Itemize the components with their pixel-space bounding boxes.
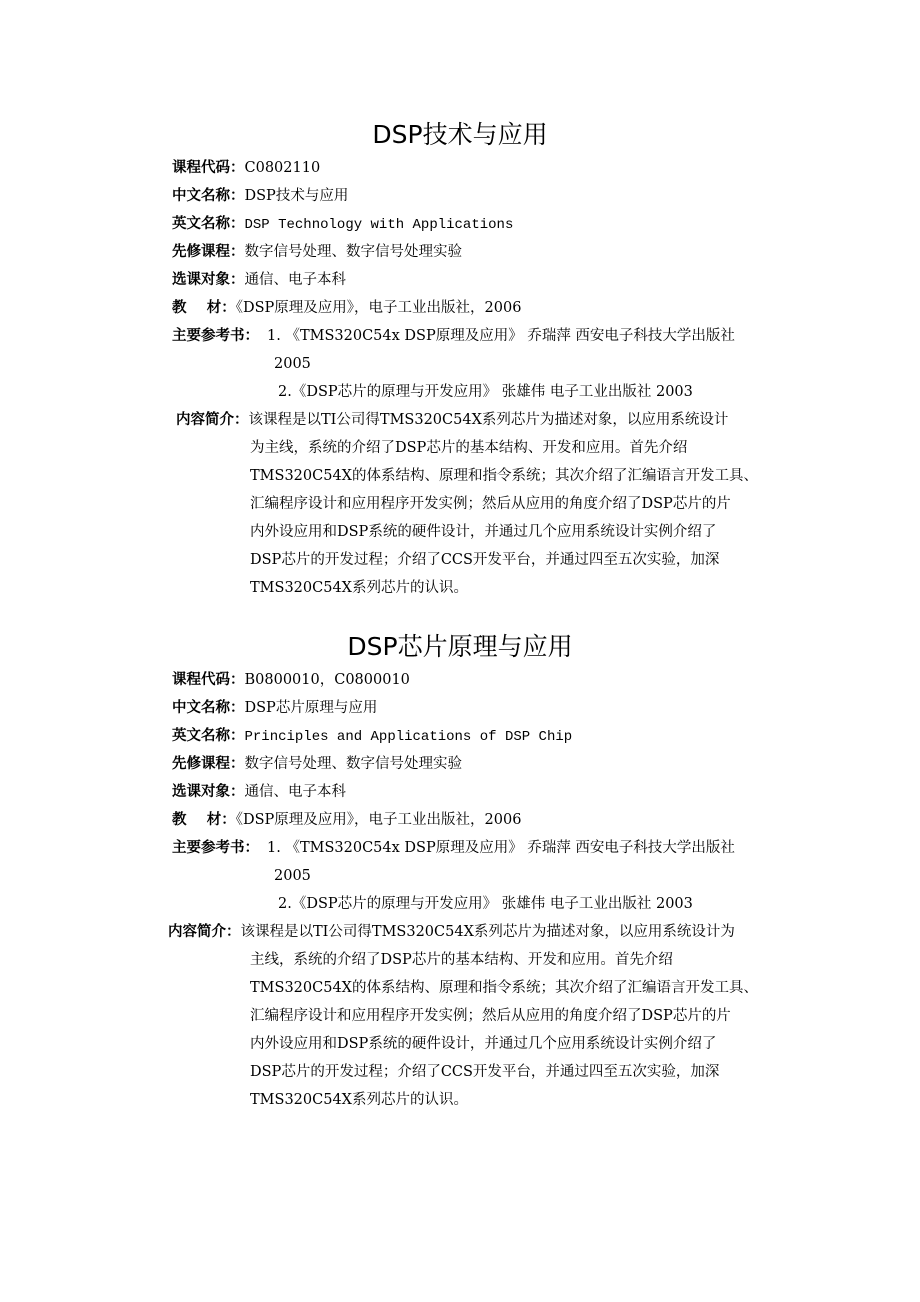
intro-text: DSP芯片的开发过程；介绍了CCS开发平台，并通过四至五次实验，加深 (250, 552, 720, 568)
intro-text: TMS320C54X系列芯片的认识。 (250, 1092, 468, 1108)
field-label: 先修课程： (172, 244, 245, 260)
field-label: 先修课程： (172, 756, 245, 772)
field-value: B0800010，C0800010 (244, 672, 410, 688)
intro-text: TMS320C54X的体系结构、原理和指令系统；其次介绍了汇编语言开发工具、 (250, 980, 758, 996)
field-row (172, 698, 377, 718)
reference-item: 2.《DSP芯片的原理与开发应用》 张雄伟 电子工业出版社 2003 (278, 896, 693, 912)
references-row (172, 326, 735, 346)
field-label: 教 材： (172, 812, 236, 828)
field-label: 英文名称： (172, 216, 245, 232)
intro-text: TMS320C54X的体系结构、原理和指令系统；其次介绍了汇编语言开发工具、 (250, 468, 758, 484)
reference-item: 2.《DSP芯片的原理与开发应用》 张雄伟 电子工业出版社 2003 (278, 384, 693, 400)
field-label: 课程代码： (172, 160, 245, 176)
reference-item: 1. 《TMS320C54x DSP原理及应用》 乔瑞萍 西安电子科技大学出版社 (267, 840, 735, 856)
field-value: C0802110 (244, 160, 321, 176)
field-row (172, 186, 348, 206)
field-row (172, 754, 462, 774)
reference-item: 2005 (274, 356, 311, 372)
intro-label: 内容简介： (176, 412, 249, 428)
field-row (172, 670, 410, 690)
field-label: 教 材： (172, 300, 236, 316)
intro-text: 该课程是以TI公司得TMS320C54X系列芯片为描述对象，以应用系统设计为 (240, 924, 735, 940)
field-row (172, 158, 320, 178)
field-value: Principles and Applications of DSP Chip (244, 729, 573, 745)
references-row (172, 838, 735, 858)
field-label: 英文名称： (172, 728, 245, 744)
field-row (172, 298, 521, 318)
field-row (172, 782, 346, 802)
field-label: 选课对象： (172, 784, 245, 800)
course-title: DSP芯片原理与应用 (347, 632, 573, 661)
field-row (172, 270, 346, 290)
intro-text: 内外设应用和DSP系统的硬件设计，并通过几个应用系统设计实例介绍了 (250, 1036, 717, 1052)
intro-row (176, 410, 728, 430)
intro-text: DSP芯片的开发过程；介绍了CCS开发平台，并通过四至五次实验，加深 (250, 1064, 720, 1080)
field-value: 《DSP原理及应用》，电子工业出版社，2006 (235, 300, 522, 316)
reference-item: 1. 《TMS320C54x DSP原理及应用》 乔瑞萍 西安电子科技大学出版社 (267, 328, 735, 344)
field-value: 通信、电子本科 (244, 272, 346, 288)
field-value: DSP技术与应用 (244, 188, 349, 204)
field-value: 数字信号处理、数字信号处理实验 (244, 756, 462, 772)
field-row (172, 242, 462, 262)
course-title: DSP技术与应用 (372, 120, 548, 149)
field-label: 课程代码： (172, 672, 245, 688)
references-label: 主要参考书： (172, 328, 259, 344)
field-label: 中文名称： (172, 700, 245, 716)
field-value: DSP Technology with Applications (244, 217, 514, 233)
field-value: 《DSP原理及应用》，电子工业出版社，2006 (235, 812, 522, 828)
reference-item: 2005 (274, 868, 311, 884)
intro-text: 汇编程序设计和应用程序开发实例；然后从应用的角度介绍了DSP芯片的片 (250, 496, 731, 512)
references-label: 主要参考书： (172, 840, 259, 856)
intro-label: 内容简介： (168, 924, 241, 940)
field-value: 数字信号处理、数字信号处理实验 (244, 244, 462, 260)
field-row (172, 810, 521, 830)
field-row (172, 214, 513, 235)
field-value: 通信、电子本科 (244, 784, 346, 800)
intro-row (168, 922, 735, 942)
intro-text: TMS320C54X系列芯片的认识。 (250, 580, 468, 596)
intro-text: 该课程是以TI公司得TMS320C54X系列芯片为描述对象，以应用系统设计 (248, 412, 729, 428)
field-value: DSP芯片原理与应用 (244, 700, 378, 716)
field-label: 选课对象： (172, 272, 245, 288)
intro-text: 为主线，系统的介绍了DSP芯片的基本结构、开发和应用。首先介绍 (250, 440, 688, 456)
intro-text: 内外设应用和DSP系统的硬件设计，并通过几个应用系统设计实例介绍了 (250, 524, 717, 540)
field-row (172, 726, 572, 747)
field-label: 中文名称： (172, 188, 245, 204)
intro-text: 汇编程序设计和应用程序开发实例；然后从应用的角度介绍了DSP芯片的片 (250, 1008, 731, 1024)
intro-text: 主线，系统的介绍了DSP芯片的基本结构、开发和应用。首先介绍 (250, 952, 673, 968)
